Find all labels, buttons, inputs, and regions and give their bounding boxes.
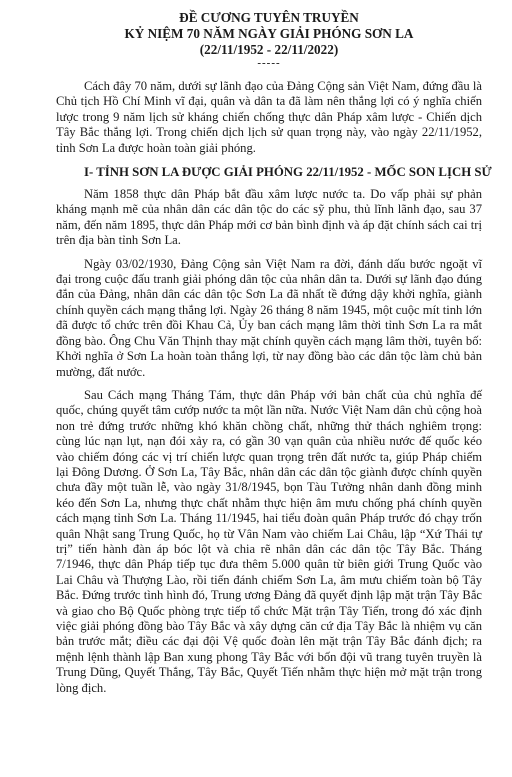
paragraph-after-august-revolution: Sau Cách mạng Tháng Tám, thực dân Pháp với bản chất của chủ nghĩa đế quốc, chúng quyết tâm cướp nước ta một lần nữa. Nước Việt Nam dân chủ cộng hoà non trẻ đứng trước những khó khăn chồng chất, những thử thách nghiêm trọng: cùng lúc nạn lụt, nạn đói xảy ra, có gần 30 vạn quân của nhiều nước đế quốc kéo vào chiếm đóng các vị trí chiến lược quan trọng trên đất nước ta, giúp Pháp chiếm lại Đông Dương. Ở Sơn La, Tây Bắc, nhân dân các dân tộc giành được chính quyền chưa đầy một tuần lễ, vào ngày 31/8/1945, bọn Tàu Tưởng nhân danh đồng minh kéo đến Sơn La, nhưng thực chất nhằm thực hiện âm mưu chống phá chính quyền cách mạng tỉnh Sơn La. Tháng 11/1945, hai tiểu đoàn quân Pháp trước đó chạy trốn quân Nhật sang Trung Quốc, họ từ Vân Nam vào chiếm Lai Châu, lập “Xứ Thái tự trị” tiến hành đàn áp bóc lột và chia rẽ nhân dân các dân tộc Tây Bắc. Tháng 7/1946, thực dân Pháp tiếp tục đưa thêm 5.000 quân từ biên giới Trung Quốc vào Lai Châu và Thượng Lào, rồi tiến đánh chiếm Sơn La, âm mưu chiếm toàn bộ Tây Bắc. Đứng trước tình hình đó, Trung ương Đảng đã quyết định lập mặt trận Tây Bắc và giao cho Bộ Quốc phòng trực tiếp tổ chức Mặt trận Tây Tiến, trong đó xác định việc giải phóng đồng bào Tây Bắc và xây dựng căn cứ địa Tây Bắc là nhiệm vụ căn bản trước mắt; điều các đại đội Vệ quốc đoàn lên mặt trận Tây Bắc đánh địch; ra mệnh lệnh thành lập Ban xung phong Tây Bắc với bốn đội vũ trang tuyên truyền là Trung Dũng, Quyết Thắng, Tây Bắc, Quyết Tiến nhằm thực hiện mở mặt trận trong lòng địch. [56, 387, 482, 695]
paragraph-1930: Ngày 03/02/1930, Đảng Cộng sản Việt Nam ra đời, đánh dấu bước ngoặt vĩ đại trong cuộc đấu tranh giải phóng dân tộc của nhân dân ta. Dưới sự lãnh đạo đúng đắn của Đảng, nhân dân các dân tộc Sơn La đã nhất tề đứng dậy khởi nghĩa, giành chính quyền cách mạng thắng lợi. Ngày 26 tháng 8 năm 1945, một cuộc mít tinh lớn đã được tổ chức trên đồi Khau Cả, Ủy ban cách mạng lâm thời tỉnh Sơn La ra mắt đồng bào. Ông Chu Văn Thịnh thay mặt chính quyền cách mạng lâm thời, tuyên bố: Khởi nghĩa ở Sơn La hoàn toàn thắng lợi, từ nay đồng bào các dân tộc làm chủ bản mường, đất nước. [56, 256, 482, 379]
section-heading: I- TỈNH SƠN LA ĐƯỢC GIẢI PHÓNG 22/11/1952 - MỐC SON LỊCH SỬ [84, 165, 492, 180]
intro-paragraph: Cách đây 70 năm, dưới sự lãnh đạo của Đảng Cộng sản Việt Nam, đứng đầu là Chủ tịch Hồ Chí Minh vĩ đại, quân và dân ta đã làm nên thắng lợi có ý nghĩa chiến lược trong 9 năm lịch sử kháng chiến chống thực dân Pháp xâm lược - Chiến dịch Tây Bắc thắng lợi. Trong chiến dịch lịch sử quan trọng này, vào ngày 22/11/1952, tỉnh Sơn La được hoàn toàn giải phóng. [56, 79, 482, 155]
title-separator: ----- [257, 57, 281, 69]
paragraph-1858: Năm 1858 thực dân Pháp bắt đầu xâm lược nước ta. Do vấp phải sự phản kháng mạnh mẽ của nhân dân các dân tộc do các sỹ phu, thủ lĩnh lãnh đạo, sau 37 năm, đến năm 1895, thực dân Pháp mới cơ bản bình định và áp đặt chính sách cai trị trên địa bàn tỉnh Sơn La. [56, 187, 482, 248]
doc-title-dates: (22/11/1952 - 22/11/2022) [199, 42, 339, 57]
doc-title-line2: KỶ NIỆM 70 NĂM NGÀY GIẢI PHÓNG SƠN LA [124, 26, 414, 41]
doc-title-line1: ĐỀ CƯƠNG TUYÊN TRUYỀN [179, 10, 359, 25]
